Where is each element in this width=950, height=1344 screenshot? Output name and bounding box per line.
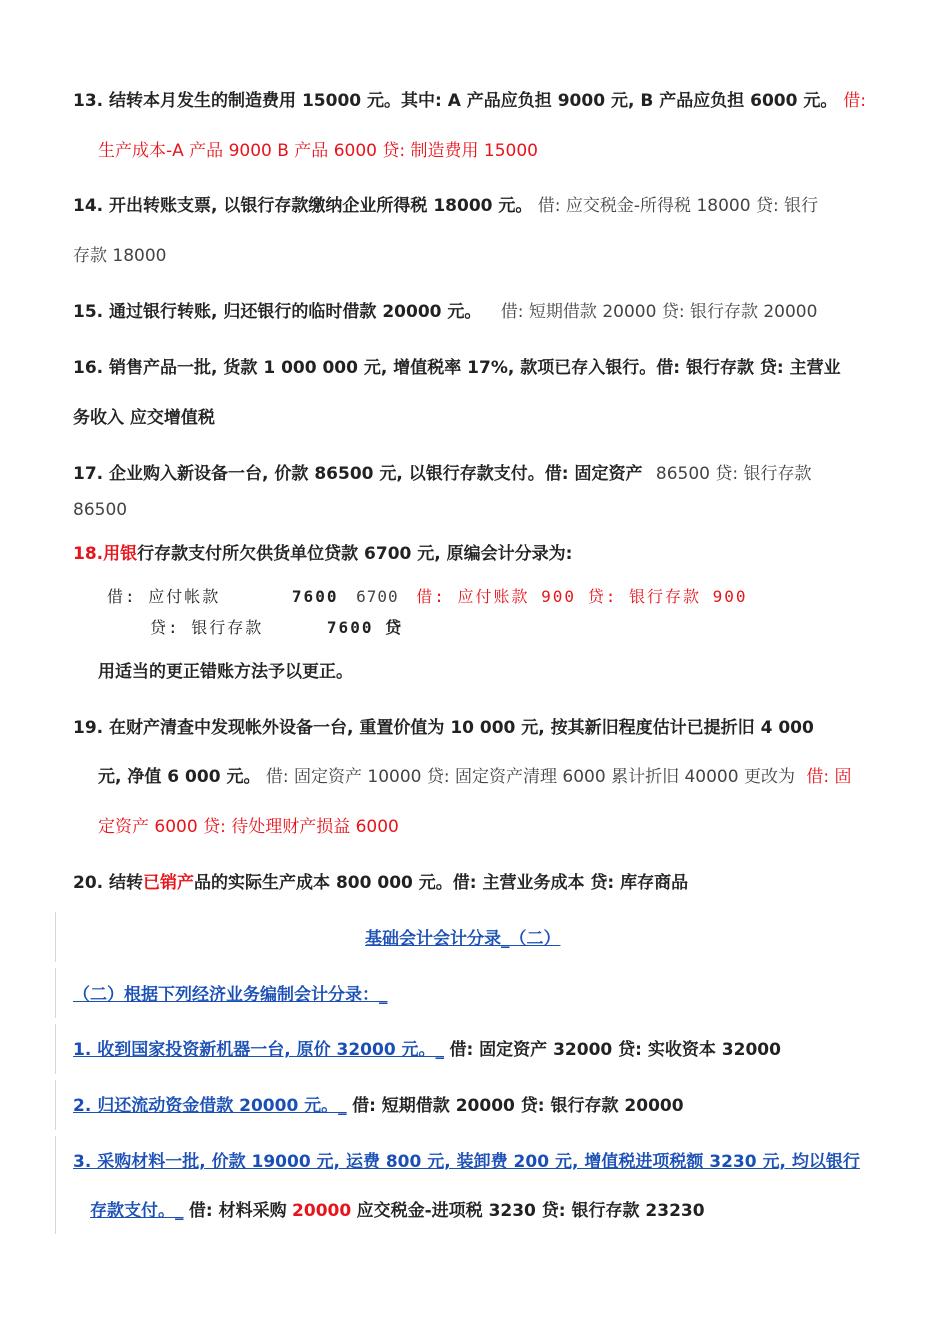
item19-correction-red: 借: 固 <box>806 767 852 787</box>
item20-post: 品的实际生产成本 800 000 元。借: 主营业务成本 贷: 库存商品 <box>194 873 689 893</box>
item17-line2: 86500 <box>73 500 128 520</box>
item17-question: 17. 企业购入新设备一台, 价款 86500 元, 以银行存款支付。借: 固定资产 <box>73 464 643 484</box>
item18-number: 18. <box>73 544 104 564</box>
section-subtitle[interactable]: （二）根据下列经济业务编制会计分录：_ <box>73 985 388 1005</box>
b2-question-link[interactable]: 2. 归还流动资金借款 20000 元。_ <box>73 1096 347 1116</box>
item19-answer: 借: 固定资产 10000 贷: 固定资产清理 6000 累计折旧 40000 更改为 <box>265 767 795 787</box>
item13-line2: 生产成本-A 产品 9000 B 产品 6000 贷: 制造费用 15000 <box>98 141 538 161</box>
b3-answer-pre: 借: 材料采购 <box>188 1201 287 1221</box>
item13-line1 <box>73 89 866 113</box>
item18-entry2-amount: 7600 贷 <box>326 618 404 637</box>
item16-line1: 16. 销售产品一批, 货款 1 000 000 元, 增值税率 17%, 款项已存入银行。借: 银行存款 贷: 主营业 <box>73 358 841 378</box>
b3-answer-post: 应交税金-进项税 3230 贷: 银行存款 23230 <box>356 1201 705 1221</box>
item18-line1 <box>73 542 572 566</box>
item14-line1 <box>73 194 818 218</box>
section-border <box>55 1024 56 1074</box>
item18-lead-red: 用银 <box>103 544 138 564</box>
item20-red: 已销产 <box>143 873 195 893</box>
item18-entry1-amount: 7600 <box>291 587 339 606</box>
item18-correction-red: 借: 应付账款 900 贷: 银行存款 900 <box>416 587 748 606</box>
item18-entry1-fixed: 6700 <box>356 587 399 606</box>
b1-line <box>73 1038 781 1062</box>
b2-answer: 借: 短期借款 20000 贷: 银行存款 20000 <box>352 1096 684 1116</box>
item17-answer: 86500 贷: 银行存款 <box>655 464 812 484</box>
item17-line1 <box>73 462 812 486</box>
b3-answer-red: 20000 <box>292 1201 352 1221</box>
item18-entry2-label: 贷: 银行存款 <box>150 618 264 637</box>
item18-entry2 <box>150 616 403 640</box>
item14-line2: 存款 18000 <box>73 246 167 266</box>
item13-text: 13. 结转本月发生的制造费用 15000 元。其中: A 产品应负担 9000 元, B 产品应负担 6000 元。 <box>73 91 838 111</box>
item18-entry1 <box>107 585 748 609</box>
item19-line1: 19. 在财产清查中发现帐外设备一台, 重置价值为 10 000 元, 按其新旧程度估计已提折旧 4 000 <box>73 718 814 738</box>
item19-line3: 定资产 6000 贷: 待处理财产损益 6000 <box>98 817 399 837</box>
b3-question-link[interactable]: 3. 采购材料一批, 价款 19000 元, 运费 800 元, 装卸费 200 元, 增值税进项税额 3230 元, 均以银行 <box>73 1152 860 1172</box>
section-border <box>55 1136 56 1234</box>
item13-debit-red: 借: <box>843 91 867 111</box>
b3-question-link-cont[interactable]: 存款支付。_ <box>90 1201 184 1221</box>
item20-pre: 20. 结转 <box>73 873 144 893</box>
b3-line2 <box>90 1199 705 1223</box>
item20-line1 <box>73 871 688 895</box>
b1-question-link[interactable]: 1. 收到国家投资新机器一台, 原价 32000 元。_ <box>73 1040 445 1060</box>
item14-answer: 借: 应交税金-所得税 18000 贷: 银行 <box>537 196 819 216</box>
section-title[interactable]: 基础会计会计分录_（二） <box>365 929 561 949</box>
item14-question: 14. 开出转账支票, 以银行存款缴纳企业所得税 18000 元。 <box>73 196 533 216</box>
section-border <box>55 968 56 1018</box>
item19-line2 <box>98 765 852 789</box>
section-border <box>55 1080 56 1130</box>
item18-entry1-label: 借: 应付帐款 <box>107 587 221 606</box>
item18-question: 行存款支付所欠供货单位贷款 6700 元, 原编会计分录为: <box>137 544 573 564</box>
item15-answer: 借: 短期借款 20000 贷: 银行存款 20000 <box>500 302 818 322</box>
section-border <box>55 912 56 962</box>
item15-question: 15. 通过银行转账, 归还银行的临时借款 20000 元。 <box>73 302 482 322</box>
item19-net-value: 元, 净值 6 000 元。 <box>98 767 261 787</box>
b2-line <box>73 1094 684 1118</box>
b1-answer: 借: 固定资产 32000 贷: 实收资本 32000 <box>449 1040 781 1060</box>
item18-instruction: 用适当的更正错账方法予以更正。 <box>98 662 353 682</box>
item16-line2: 务收入 应交增值税 <box>73 408 215 428</box>
item15-line1 <box>73 300 817 324</box>
